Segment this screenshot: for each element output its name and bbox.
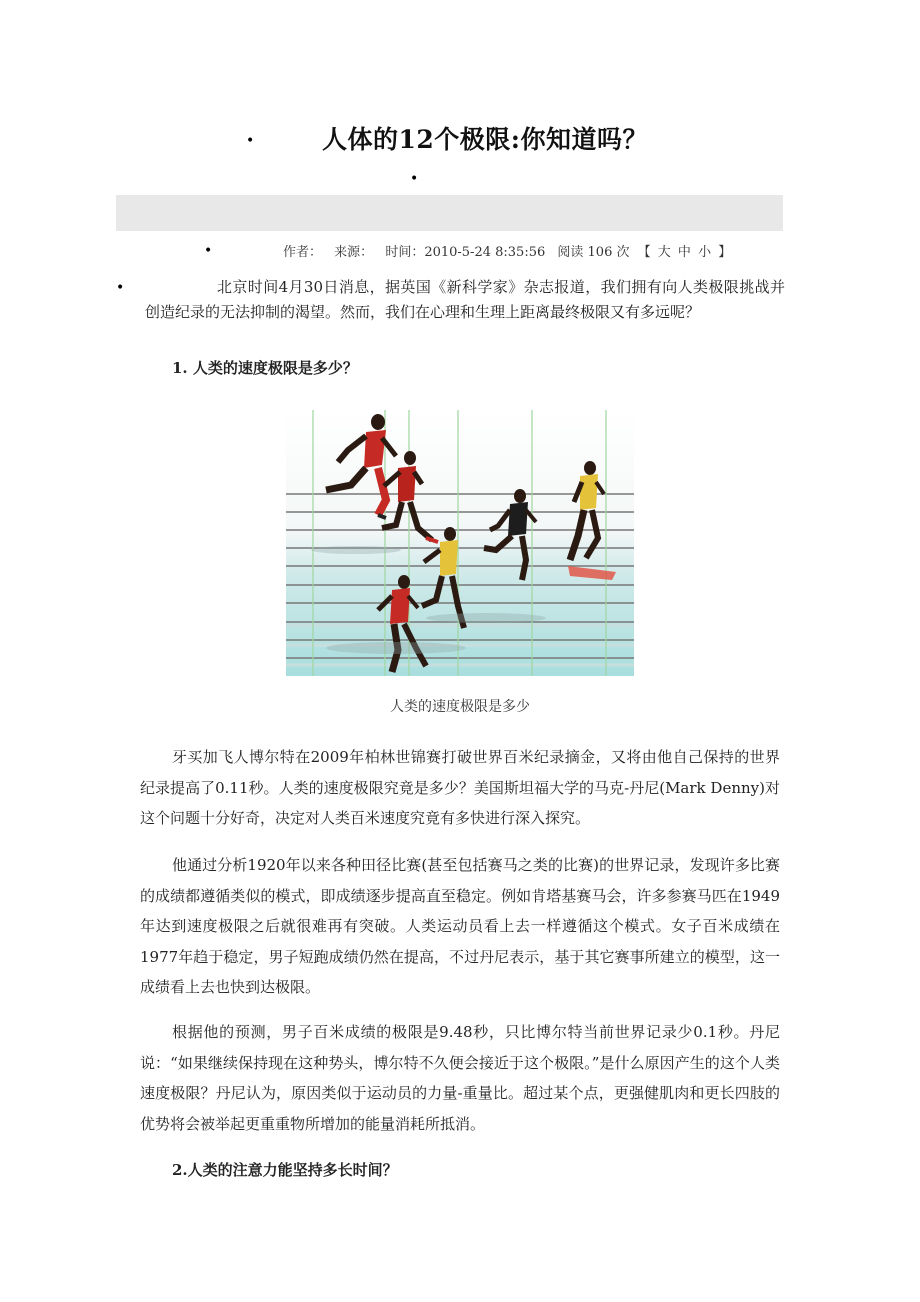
list-bullet: • [116, 280, 125, 296]
image-caption: 人类的速度极限是多少 [390, 699, 530, 715]
sprint-photo-finish-image [286, 410, 634, 676]
font-size-small-link[interactable]: 小 [698, 245, 712, 260]
toolbar-band [116, 195, 783, 231]
page-title: 人体的12个极限:你知道吗？ [322, 125, 649, 154]
font-size-control [638, 245, 735, 260]
section-heading-2: 2.人类的注意力能坚持多长时间？ [172, 1161, 398, 1179]
font-size-medium-link[interactable]: 中 [677, 245, 691, 260]
bracket-close: 】 [718, 245, 732, 260]
article-meta [283, 241, 742, 260]
intro-paragraph: 北京时间4月30日消息，据英国《新科学家》杂志报道，我们拥有向人类极限挑战并创造纪录的无法抑制的渴望。然而，我们在心理和生理上距离最终极限又有多远呢？ [145, 278, 785, 321]
sprint-photo-illustration [286, 410, 634, 676]
section-heading-1: 1. 人类的速度极限是多少？ [172, 359, 358, 377]
list-bullet: • [246, 133, 255, 149]
source-label: 来源： [334, 245, 374, 260]
body-paragraph-2: 他通过分析1920年以来各种田径比赛(甚至包括赛马之类的比赛)的世界记录，发现许多比赛的成绩都遵循类似的模式，即成绩逐步提高直至稳定。例如肯塔基赛马会，许多参赛马匹在1949年达到速度极限之后就很难再有突破。人类运动员看上去一样遵循这个模式。女子百米成绩在1977年趋于稳定，男子短跑成绩仍然在提高，不过丹尼表示，基于其它赛事所建立的模型，这一成绩看上去也快到达极限。 [140, 856, 780, 996]
list-bullet: • [204, 243, 213, 259]
body-paragraph-1: 牙买加飞人博尔特在2009年柏林世锦赛打破世界百米纪录摘金，又将由他自己保持的世界纪录提高了0.11秒。人类的速度极限究竟是多少？美国斯坦福大学的马克-丹尼(Mark Denny)对这个问题十分好奇，决定对人类百米速度究竟有多快进行深入探究。 [140, 748, 780, 827]
bracket-open: 【 [637, 245, 651, 260]
body-paragraph-3: 根据他的预测，男子百米成绩的极限是9.48秒，只比博尔特当前世界记录少0.1秒。丹尼说：“如果继续保持现在这种势头，博尔特不久便会接近于这个极限。”是什么原因产生的这个人类速度极限？丹尼认为，原因类似于运动员的力量-重量比。超过某个点，更强健肌肉和更长四肢的优势将会被举起更重重物所增加的能量消耗所抵消。 [140, 1023, 780, 1133]
font-size-large-link[interactable]: 大 [657, 245, 671, 260]
author-label: 作者： [283, 245, 323, 260]
list-bullet: • [410, 171, 419, 187]
read-count: 阅读 106 次 [557, 245, 630, 260]
publish-time: 时间：2010-5-24 8:35:56 [385, 245, 546, 260]
